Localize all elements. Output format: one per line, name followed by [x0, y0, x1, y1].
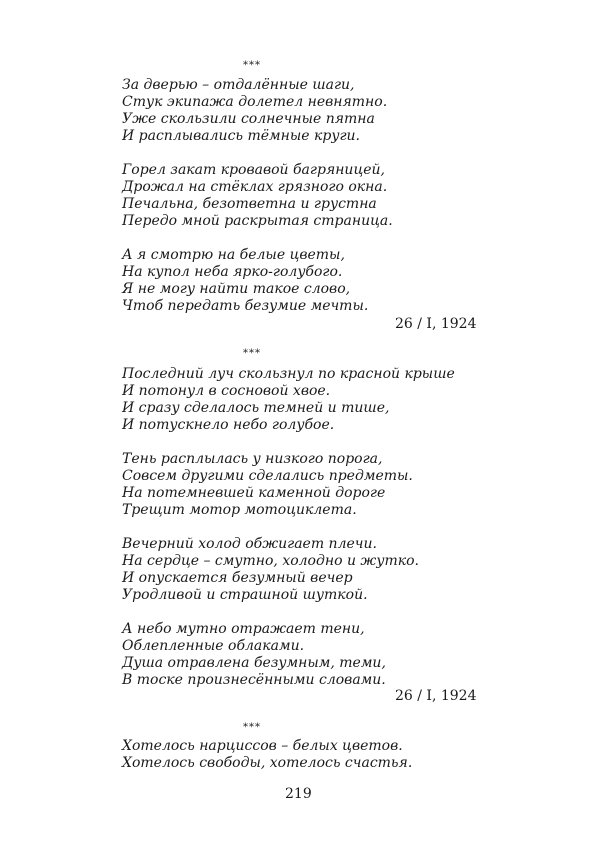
poem-date: 26 / I, 1924	[395, 688, 477, 704]
poem-line: И опускается безумный вечер	[122, 570, 353, 586]
poem-line: Печальна, безответна и грустна	[122, 196, 377, 212]
poem-line: На сердце – смутно, холодно и жутко.	[122, 553, 419, 569]
poem-line: Тень расплылась у низкого порога,	[122, 451, 383, 467]
poem-line: И расплывались тёмные круги.	[122, 128, 360, 144]
poem-line: Стук экипажа долетел невнятно.	[122, 94, 388, 110]
page-number: 219	[285, 786, 312, 802]
poem-line: Облепленные облаками.	[122, 638, 305, 654]
poem-line: За дверью – отдалённые шаги,	[122, 77, 355, 93]
poem-date: 26 / I, 1924	[395, 316, 477, 332]
poem-line: А я смотрю на белые цветы,	[122, 247, 345, 263]
poem-line: Трещит мотор мотоциклета.	[122, 502, 357, 518]
poem-line: Я не могу найти такое слово,	[122, 281, 351, 297]
poem-line: И сразу сделалось темней и тише,	[122, 400, 390, 416]
poem-line: Чтоб передать безумие мечты.	[122, 298, 369, 314]
poem-line: Горел закат кровавой багряницей,	[122, 162, 385, 178]
poem-line: И потускнело небо голубое.	[122, 417, 335, 433]
poem-separator: ***	[243, 348, 261, 359]
poem-line: Совсем другими сделались предметы.	[122, 468, 413, 484]
poem-line: Передо мной раскрытая страница.	[122, 213, 393, 229]
poem-line: Хотелось свободы, хотелось счастья.	[122, 755, 413, 771]
poem-line: На потемневшей каменной дороге	[122, 485, 386, 501]
poem-line: Хотелось нарциссов – белых цветов.	[122, 738, 403, 754]
poem-line: На купол неба ярко-голубого.	[122, 264, 343, 280]
poem-line: Душа отравлена безумным, теми,	[122, 655, 386, 671]
poem-line: Уродливой и страшной шуткой.	[122, 587, 368, 603]
poem-separator: ***	[243, 722, 261, 733]
poem-line: В тоске произнесёнными словами.	[122, 672, 386, 688]
poem-line: Уже скользили солнечные пятна	[122, 111, 375, 127]
poem-line: А небо мутно отражает тени,	[122, 621, 365, 637]
poem-line: И потонул в сосновой хвое.	[122, 383, 331, 399]
poem-line: Вечерний холод обжигает плечи.	[122, 536, 377, 552]
poem-line: Дрожал на стёклах грязного окна.	[122, 179, 388, 195]
poem-line: Последний луч скользнул по красной крыше	[122, 366, 455, 382]
poem-separator: ***	[243, 60, 261, 71]
